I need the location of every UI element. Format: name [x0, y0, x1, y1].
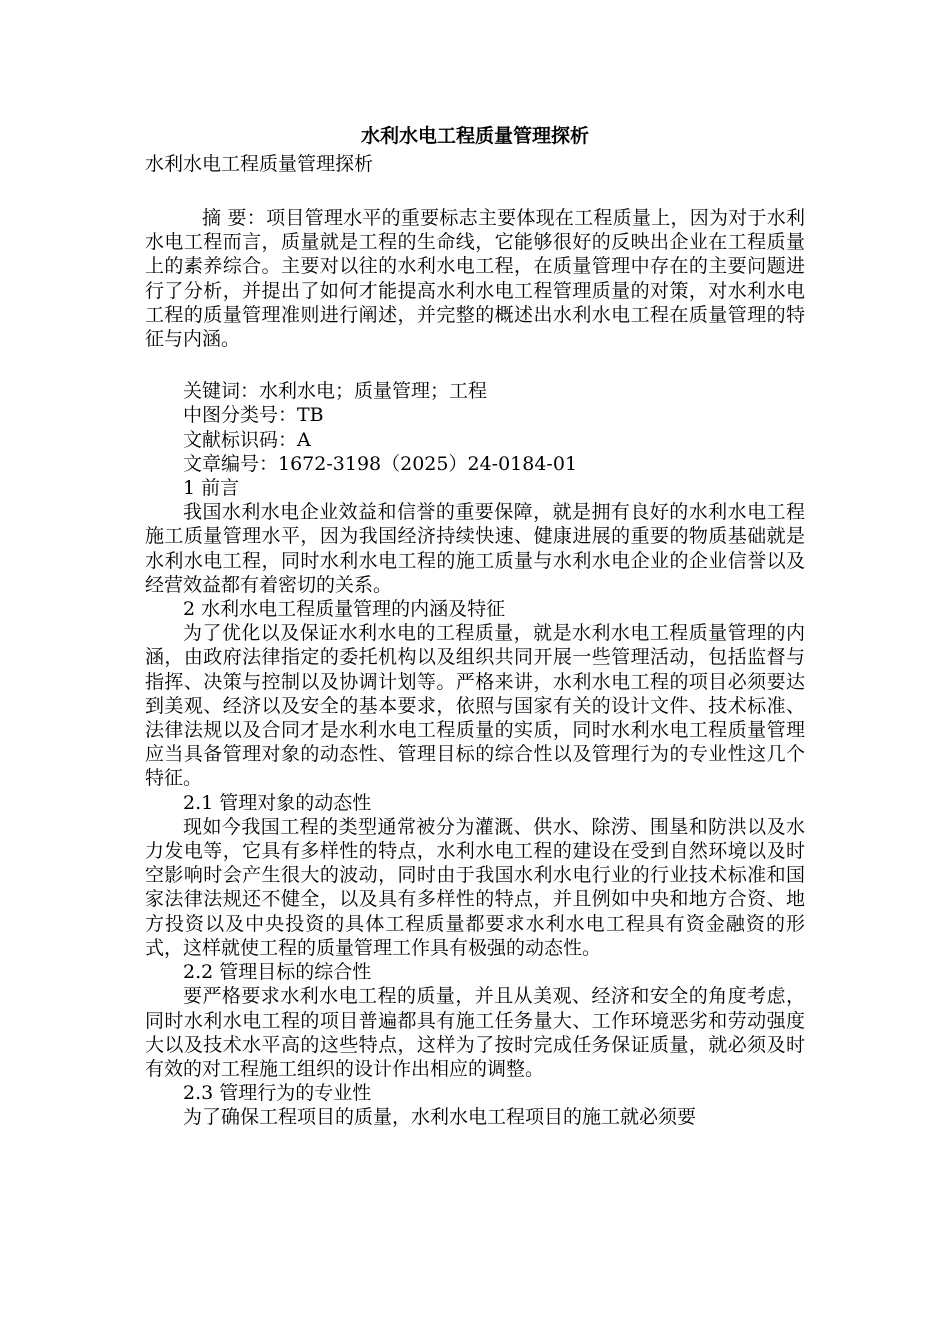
section-text-comprehensive: 要严格要求水利水电工程的质量，并且从美观、经济和安全的角度考虑，同时水利水电工程的项目普遍都具有施工任务量大、工作环境恶劣和劳动强度大以及技术水平高的这些特点，这样为了按时完成任务保证质量，就必须及时有效的对工程施工组织的设计作出相应的调整。 — [145, 985, 805, 1080]
section-text-dynamic: 现如今我国工程的类型通常被分为灌溉、供水、除涝、围垦和防洪以及水力发电等，它具有多样性的特点，水利水电工程的建设在受到自然环境以及时空影响时会产生很大的波动，同时由于我国水利水电行业的行业技术标准和国家法律法规还不健全，以及具有多样性的特点，并且例如中央和地方合资、地方投资以及中央投资的具体工程质量都要求水利水电工程具有资金融资的形式，这样就使工程的质量管理工作具有极强的动态性。 — [145, 815, 805, 959]
article-number-line: 文章编号：1672-3198（2025）24-0184-01 — [183, 452, 578, 475]
keywords-line: 关键词：水利水电；质量管理；工程 — [183, 380, 488, 403]
section-heading-introduction: 1 前言 — [183, 477, 240, 500]
section-heading-dynamic: 2.1 管理对象的动态性 — [183, 791, 372, 814]
section-text-connotation: 为了优化以及保证水利水电的工程质量，就是水利水电工程质量管理的内涵，由政府法律指定的委托机构以及组织共同开展一些管理活动，包括监督与指挥、决策与控制以及协调计划等。严格来讲，水利水电工程的项目必须要达到美观、经济以及安全的基本要求，依照与国家有关的设计文件、技术标准、法律法规以及合同才是水利水电工程质量的实质，同时水利水电工程质量管理应当具备管理对象的动态性、管理目标的综合性以及管理行为的专业性这几个特征。 — [145, 622, 805, 790]
section-heading-professional: 2.3 管理行为的专业性 — [183, 1082, 372, 1105]
section-heading-comprehensive: 2.2 管理目标的综合性 — [183, 961, 372, 984]
document-subtitle: 水利水电工程质量管理探析 — [145, 153, 374, 175]
document-code-line: 文献标识码：A — [183, 428, 311, 451]
section-heading-connotation: 2 水利水电工程质量管理的内涵及特征 — [183, 598, 506, 621]
document-title: 水利水电工程质量管理探析 — [360, 125, 589, 147]
blank-line — [145, 178, 805, 206]
clc-number-line: 中图分类号：TB — [183, 404, 324, 427]
section-text-introduction: 我国水利水电企业效益和信誉的重要保障，就是拥有良好的水利水电工程施工质量管理水平，因为我国经济持续快速、健康进展的重要的物质基础就是水利水电工程，同时水利水电工程的施工质量与水利水电企业的企业信誉以及经营效益都有着密切的关系。 — [145, 501, 805, 596]
abstract-paragraph: 摘 要：项目管理水平的重要标志主要体现在工程质量上，因为对于水利水电工程而言，质量就是工程的生命线，它能够很好的反映出企业在工程质量上的素养综合。主要对以往的水利水电工程，在质量管理中存在的主要问题进行了分析，并提出了如何才能提高水利水电工程管理质量的对策，对水利水电工程的质量管理准则进行阐述，并完整的概述出水利水电工程在质量管理的特征与内涵。 — [145, 207, 805, 351]
blank-line — [145, 351, 805, 379]
document-page — [145, 122, 805, 1130]
section-text-professional: 为了确保工程项目的质量，水利水电工程项目的施工就必须要 — [183, 1106, 697, 1129]
